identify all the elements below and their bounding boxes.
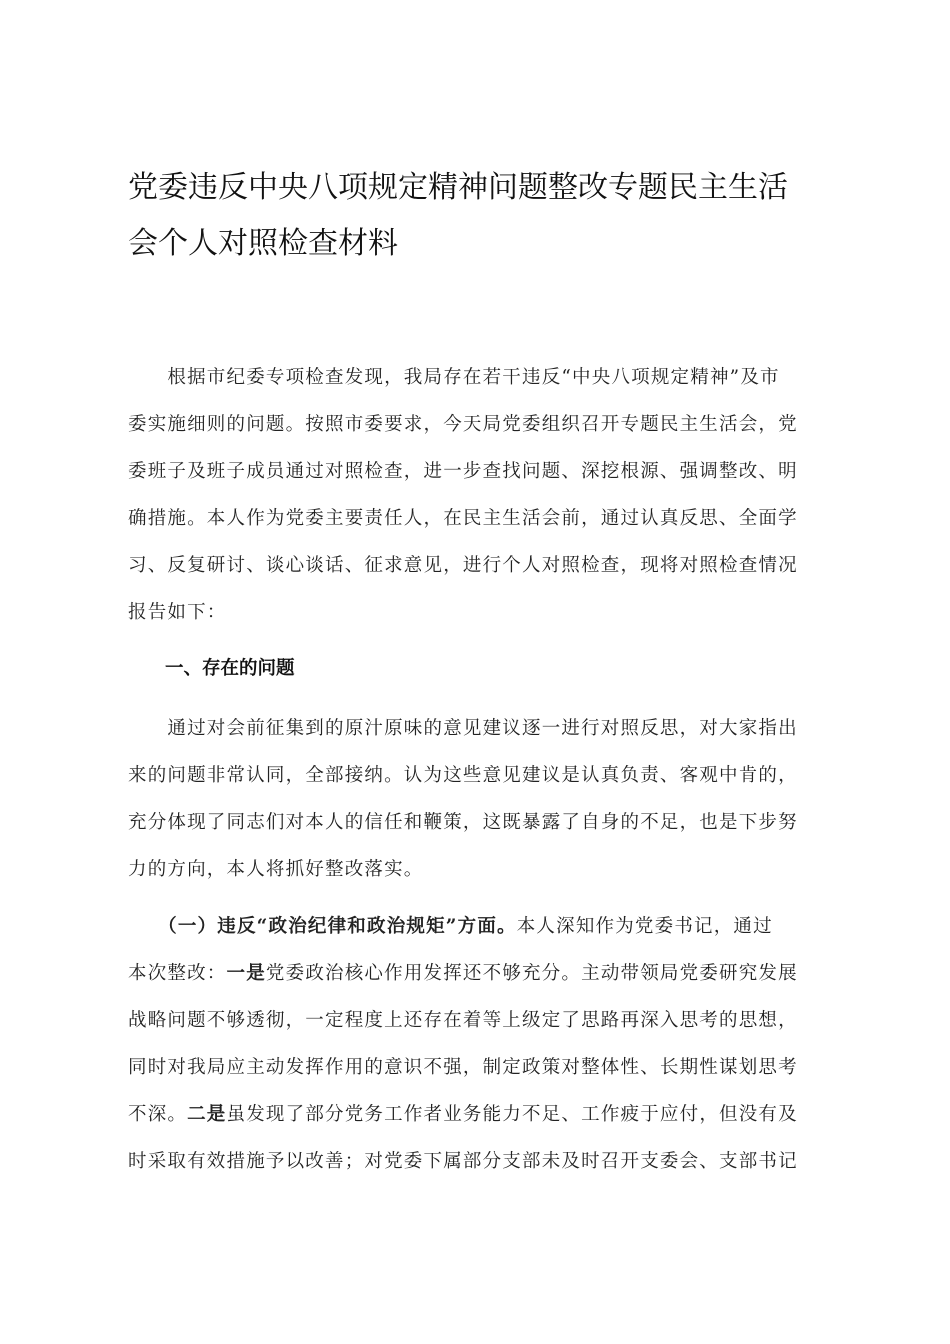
section1-line: 力的方向，本人将抓好整改落实。	[128, 859, 424, 880]
intro-paragraph	[128, 354, 828, 636]
intro-line: 确措施。本人作为党委主要责任人，在民主生活会前，通过认真反思、全面学	[128, 508, 798, 529]
section1-line: 充分体现了同志们对本人的信任和鞭策，这既暴露了自身的不足，也是下步努	[128, 812, 798, 833]
intro-line: 根据市纪委专项检查发现，我局存在若干违反“中央八项规定精神”及市	[128, 367, 780, 388]
subsection1-heading: （一）违反“政治纪律和政治规矩”方面。	[128, 916, 517, 937]
subsection1-text: 虽发现了部分党务工作者业务能力不足、工作疲于应付，但没有及	[226, 1104, 798, 1125]
section1-line: 通过对会前征集到的原汁原味的意见建议逐一进行对照反思，对大家指出	[128, 718, 798, 739]
subsection1-text: 本人深知作为党委书记，通过	[516, 916, 773, 937]
subsection1-line: 战略问题不够透彻，一定程度上还存在着等上级定了思路再深入思考的思想，	[128, 1010, 798, 1031]
title-line-1: 党委违反中央八项规定精神问题整改专题民主生活	[128, 170, 788, 205]
subsection1-line	[128, 950, 828, 997]
subsection1-text: 不深。	[128, 1104, 188, 1125]
subsection1-line	[128, 1091, 828, 1138]
point-marker-first: 一是	[226, 963, 266, 984]
subsection1-line	[128, 903, 828, 950]
intro-line: 委实施细则的问题。按照市委要求，今天局党委组织召开专题民主生活会，党	[128, 414, 798, 435]
subsection1-line: 同时对我局应主动发挥作用的意识不强，制定政策对整体性、长期性谋划思考	[128, 1057, 798, 1078]
title-line-2: 会个人对照检查材料	[128, 226, 398, 261]
point-marker-second: 二是	[187, 1104, 227, 1125]
subsection1-text: 党委政治核心作用发挥还不够充分。主动带领局党委研究发展	[265, 963, 798, 984]
intro-line: 习、反复研讨、谈心谈话、征求意见，进行个人对照检查，现将对照检查情况	[128, 555, 798, 576]
document-title	[128, 160, 833, 272]
subsection1-text: 本次整改：	[128, 963, 227, 984]
section1-line: 来的问题非常认同，全部接纳。认为这些意见建议是认真负责、客观中肯的，	[128, 765, 798, 786]
intro-line: 报告如下：	[128, 602, 227, 623]
section1-paragraph	[128, 705, 828, 893]
subsection1-paragraph	[128, 903, 828, 1185]
section-heading-problems: 一、存在的问题	[165, 658, 295, 679]
intro-line: 委班子及班子成员通过对照检查，进一步查找问题、深挖根源、强调整改、明	[128, 461, 798, 482]
subsection1-line: 时采取有效措施予以改善；对党委下属部分支部未及时召开支委会、支部书记	[128, 1151, 798, 1172]
